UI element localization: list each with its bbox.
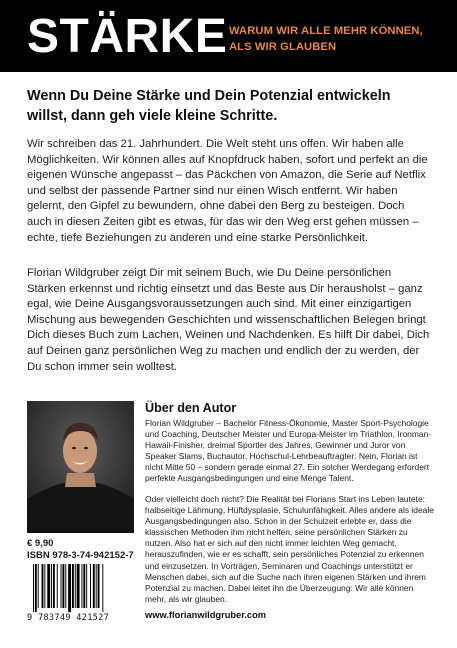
barcode-bar [33,564,34,612]
lead-text: Wenn Du Deine Stärke und Dein Potenzial entwickeln willst, dann geh viele kleine Schritte. [27,88,391,124]
barcode-number: 9 783749 421527 [27,613,110,623]
about-paragraph-1: Florian Wildgruber – Bachelor Fitness-Ökonomie, Master Sport-Psychologie und Coaching, Deutscher Meister und Europa-Meister im Triathlon, Ironman-Hawaii-Finisher, dreimal Sportler des Jahres, Gewinner und Juror von Speaker Slams, Buchautor, Hochschul-Lehrbeauftragter: Nein, Florian ist nicht Mitte 50 – sondern gerade einmal 27. Ein solcher Werdegang erfordert perfekte Ausgangsbedingungen und eine Menge Talent. [145,418,432,484]
barcode-bar [93,564,95,608]
about-author-section [145,401,435,485]
blurb-paragraph-1: Wir schreiben das 21. Jahrhundert. Die Welt steht uns offen. Wir haben alle Möglichkeiten. Wir können alles auf Knopfdruck haben, sofort und perfekt an die eigenen Wünsche angepasst – das Päckchen von Amazon, die Serie auf Netflix und selbst der passende Partner sind nur einen Wisch entfernt. Wir haben gelernt, den Gipfel zu bewundern, ohne dabei den Berg zu besteigen. Doch auch in diesen Zeiten gibt es etwas, für das wir den Weg erst gehen müssen – echte, tiefe Beziehungen zu anderen und eine starke Persönlichkeit. [27,138,428,244]
barcode-bar [47,564,50,608]
barcode-bar [44,564,45,608]
barcode-bar [42,564,44,608]
barcode-bar [86,564,87,608]
barcode-bar [61,564,62,608]
price: € 9,90 [27,538,54,549]
barcode-bar [96,564,97,608]
about-heading: Über den Autor [145,401,237,415]
barcode-bar [51,564,52,608]
barcode-bar [57,564,58,608]
blurb-paragraph-2: Florian Wildgruber zeigt Dir mit seinem Buch, wie Du Deine persönlichen Stärken erkennst und richtig einsetzt und das Beste aus Dir herausholst – ganz egal, wie Deine Ausgangsvoraussetzungen auch sind. Mit einer einzigartigen Mischung aus bewegenden Geschichten und wissenschaftlichen Belegen bringt Dich dieses Buch zum Lachen, Weinen und Nachdenken. Es hilft Dir dabei, Dich auf Deinen ganz persönlichen Weg zu machen und endlich der zu werden, der Du schon immer sein wolltest. [27,267,430,373]
barcode-bar [53,564,55,608]
barcode-bar [77,564,80,608]
barcode-bar [102,564,103,612]
barcode-bar [65,564,66,608]
barcode-bar [62,564,64,608]
about-paragraph-2: Oder vielleicht doch nicht? Die Realität bei Florians Start ins Leben lautete: halbseitige Lähmung, Hüftdysplasie, Schulunfähigkeit. Alles andere als ideale Ausgangsbedingungen also. Schon in der Schulzeit erlebte er, dass die klassischen Methoden ihm nicht helfen, seine persönlichen Stärken zu nutzen. Also hat er sich auf den nicht immer leichten Weg gemacht, herauszufinden, wie er es schafft, sein persönliches Potenzial zu erkennen und einzusetzen. In Vorträgen, Seminaren und Coachings unterstützt er Menschen dabei, sich auf die Suche nach ihren eigenen Stärken und ihrem Potenzial zu machen. Dabei leitet ihn die Überzeugung: Wir alle können mehr, als wir glauben. [145,494,434,604]
barcode-bar [90,564,91,608]
barcode-bar [72,564,74,608]
barcode-bar [38,564,39,608]
website-url: www.florianwildgruber.com [145,610,267,620]
barcode-bar [35,564,37,612]
barcode-bar [98,564,100,608]
author-photo [27,401,134,533]
barcode-bar [83,564,85,608]
book-subtitle: WARUM WIR ALLE MEHR KÖNNEN, ALS WIR GLAUBEN [229,25,423,53]
book-title: STÄRKE [27,10,228,63]
barcode [27,562,134,617]
isbn: ISBN 978-3-74-942152-7 [27,550,134,561]
barcode-bar [81,564,82,608]
barcode-bar [68,564,71,612]
title-banner [0,0,457,72]
barcode-bar [75,564,76,608]
